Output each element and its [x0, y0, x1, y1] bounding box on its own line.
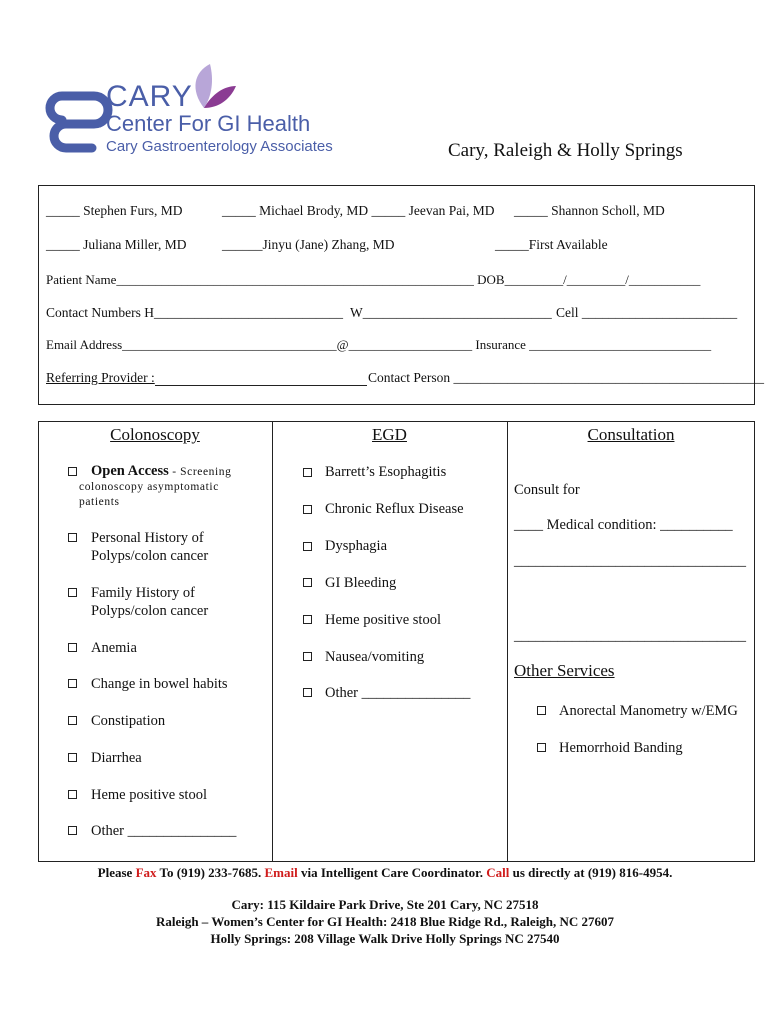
fax-word: Fax	[135, 865, 157, 880]
reflux-option[interactable]: Chronic Reflux Disease	[325, 501, 464, 517]
checkbox[interactable]	[303, 578, 312, 587]
contact-home-field[interactable]: Contact Numbers H____________________________	[46, 305, 343, 320]
medical-condition-field[interactable]: ____ Medical condition: __________	[514, 517, 733, 533]
open-access-note: - Screening	[168, 466, 232, 478]
personal-history-option[interactable]: Polyps/colon cancer	[91, 548, 209, 564]
diarrhea-option[interactable]: Diarrhea	[91, 750, 142, 766]
checkbox[interactable]	[68, 588, 77, 597]
open-access-label: Open Access	[91, 463, 169, 479]
nausea-option[interactable]: Nausea/vomiting	[325, 649, 425, 665]
footer-text: To (919) 233-7685.	[156, 865, 265, 880]
patient-name-dob-field[interactable]: Patient Name_______________________________________________________ DOB_________/_________/___________	[46, 272, 701, 287]
consult-line[interactable]: ________________________________	[514, 628, 746, 644]
referring-provider-label[interactable]: Referring Provider :	[46, 370, 155, 385]
footer-text: Please	[97, 865, 136, 880]
email-word: Email	[264, 865, 298, 880]
logo-center: Center For GI Health	[106, 111, 311, 136]
column-divider	[507, 421, 508, 862]
egd-heme-stool-option[interactable]: Heme positive stool	[325, 612, 441, 628]
anorectal-option[interactable]: Anorectal Manometry w/EMG	[559, 703, 738, 719]
other-services-heading: Other Services	[514, 661, 615, 680]
checkbox[interactable]	[303, 615, 312, 624]
checkbox[interactable]	[537, 706, 546, 715]
email-insurance-field[interactable]: Email Address_________________________________@___________________ Insurance ____________________________	[46, 337, 712, 352]
contact-work-field[interactable]: W____________________________	[350, 305, 552, 320]
open-access-note: colonoscopy asymptomatic	[79, 481, 219, 493]
checkbox[interactable]	[68, 679, 77, 688]
checkbox[interactable]	[303, 542, 312, 551]
location-title: Cary, Raleigh & Holly Springs	[448, 140, 683, 161]
checkbox[interactable]	[68, 753, 77, 762]
constipation-option[interactable]: Constipation	[91, 713, 166, 729]
column-divider	[272, 421, 273, 862]
open-access-note: patients	[79, 496, 120, 508]
open-access-option[interactable]	[91, 462, 232, 480]
hemorrhoid-option[interactable]: Hemorrhoid Banding	[559, 740, 683, 756]
dysphagia-option[interactable]: Dysphagia	[325, 538, 388, 554]
referring-provider-line[interactable]	[155, 385, 367, 386]
call-word: Call	[486, 865, 510, 880]
physician-scholl[interactable]: _____ Shannon Scholl, MD	[514, 203, 665, 218]
consultation-heading: Consultation	[587, 425, 675, 444]
contact-cell-field[interactable]: Cell _______________________	[556, 305, 738, 320]
personal-history-option[interactable]: Personal History of	[91, 530, 204, 546]
family-history-option[interactable]: Family History of	[91, 585, 195, 601]
egd-heading: EGD	[372, 425, 407, 444]
logo-associates: Cary Gastroenterology Associates	[106, 138, 333, 155]
colonoscopy-heading: Colonoscopy	[110, 425, 200, 444]
bowel-habits-option[interactable]: Change in bowel habits	[91, 676, 228, 692]
checkbox[interactable]	[68, 467, 77, 476]
checkbox[interactable]	[303, 505, 312, 514]
first-available[interactable]: _____First Available	[495, 237, 608, 252]
fax-instructions	[0, 865, 770, 881]
contact-person-field[interactable]: Contact Person ______________________________________________	[368, 370, 764, 385]
barretts-option[interactable]: Barrett’s Esophagitis	[325, 464, 447, 480]
physician-miller[interactable]: _____ Juliana Miller, MD	[46, 237, 187, 252]
checkbox[interactable]	[303, 468, 312, 477]
checkbox[interactable]	[68, 826, 77, 835]
gi-bleeding-option[interactable]: GI Bleeding	[325, 575, 397, 591]
logo-name: CARY	[106, 80, 193, 113]
physician-furs[interactable]: _____ Stephen Furs, MD	[46, 203, 183, 218]
holly-springs-address: Holly Springs: 208 Village Walk Drive Holly Springs NC 27540	[210, 931, 560, 946]
checkbox[interactable]	[303, 652, 312, 661]
physician-zhang[interactable]: ______Jinyu (Jane) Zhang, MD	[222, 237, 395, 252]
heme-stool-option[interactable]: Heme positive stool	[91, 787, 207, 803]
gi-tract-icon	[44, 88, 114, 158]
anemia-option[interactable]: Anemia	[91, 640, 137, 656]
checkbox[interactable]	[68, 716, 77, 725]
consult-for-label: Consult for	[514, 482, 580, 498]
cary-address: Cary: 115 Kildaire Park Drive, Ste 201 Cary, NC 27518	[231, 897, 539, 912]
physician-brody-pai[interactable]: _____ Michael Brody, MD _____ Jeevan Pai, MD	[222, 203, 495, 218]
colonoscopy-other-option[interactable]: Other _______________	[91, 823, 237, 839]
raleigh-address: Raleigh – Women’s Center for GI Health: 2418 Blue Ridge Rd., Raleigh, NC 27607	[155, 914, 615, 929]
consult-line[interactable]: ________________________________	[514, 553, 746, 569]
checkbox[interactable]	[68, 643, 77, 652]
family-history-option[interactable]: Polyps/colon cancer	[91, 603, 209, 619]
footer-text: via Intelligent Care Coordinator.	[297, 865, 487, 880]
checkbox[interactable]	[537, 743, 546, 752]
checkbox[interactable]	[68, 533, 77, 542]
checkbox[interactable]	[68, 790, 77, 799]
egd-other-option[interactable]: Other _______________	[325, 685, 471, 701]
footer-text: us directly at (919) 816-4954.	[509, 865, 673, 880]
checkbox[interactable]	[303, 688, 312, 697]
